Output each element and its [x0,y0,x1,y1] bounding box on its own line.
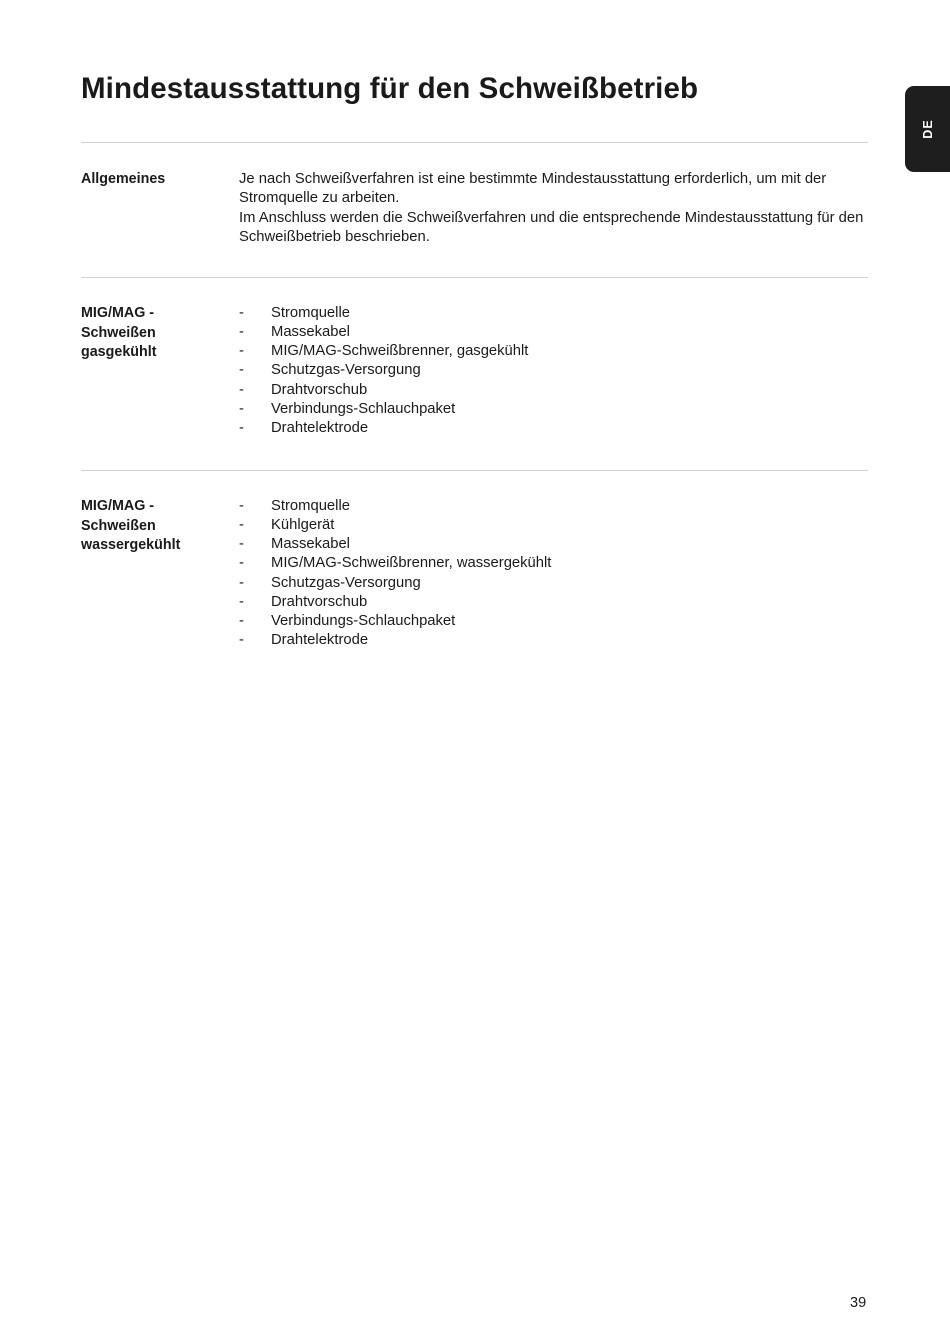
list-item [239,497,551,516]
list-item-text: Verbindungs-Schlauchpaket [271,612,456,629]
list-item [239,631,551,650]
general-description [239,170,871,247]
list-item-text: Drahtelektrode [271,632,369,649]
list-bullet: - [239,612,244,629]
gas-cooled-equipment-list [239,304,528,438]
section-label-line: Schweißen [81,324,156,341]
general-paragraph: Im Anschluss werden die Schweißverfahren und die entsprechende Mindestausstattung für den Schweißbetrieb beschrieben. [239,209,864,245]
list-bullet: - [239,498,244,514]
divider [81,470,868,471]
list-item-text: Schutzgas-Versorgung [271,574,421,591]
list-bullet: - [239,400,244,417]
list-bullet: - [239,324,244,341]
list-item [239,361,528,380]
page-title: Mindestausstattung für den Schweißbetrieb [81,72,699,105]
list-bullet: - [239,419,244,436]
list-bullet: - [239,517,244,534]
list-item [239,419,528,438]
section-label-water-cooled [81,497,231,556]
section-label-line: Schweißen [81,517,156,534]
list-item-text: Massekabel [271,324,350,341]
list-bullet: - [239,555,244,572]
list-bullet: - [239,536,244,553]
list-item-text: Stromquelle [271,305,350,321]
general-paragraph: Je nach Schweißverfahren ist eine bestimmte Mindestausstattung erforderlich, um mit der Stromquelle zu arbeiten. [239,171,827,207]
list-item-text: Schutzgas-Versorgung [271,362,421,379]
list-bullet: - [239,593,244,610]
language-tab [905,86,950,172]
list-item-text: MIG/MAG-Schweißbrenner, gasgekühlt [271,343,529,360]
list-item-text: Verbindungs-Schlauchpaket [271,400,456,417]
list-item [239,574,551,593]
list-item-text: MIG/MAG-Schweißbrenner, wassergekühlt [271,555,552,572]
list-bullet: - [239,574,244,591]
list-item-text: Drahtvorschub [271,593,368,610]
section-label-line: gasgekühlt [81,344,157,360]
section-label-line: MIG/MAG - [81,305,155,321]
list-item [239,593,551,612]
list-item-text: Kühlgerät [271,517,335,534]
list-item [239,516,551,535]
list-item [239,612,551,631]
language-tab-label: DE [920,119,935,139]
list-item [239,323,528,342]
list-item [239,304,528,323]
list-item-text: Drahtvorschub [271,381,368,398]
divider [81,277,868,278]
list-item [239,342,528,361]
list-bullet: - [239,381,244,398]
water-cooled-equipment-list [239,497,551,650]
section-label-gas-cooled [81,304,231,363]
list-item-text: Stromquelle [271,498,350,514]
divider [81,142,868,143]
section-label-line: wassergekühlt [81,537,181,553]
section-label-line: MIG/MAG - [81,498,155,514]
section-label-general [81,170,231,190]
list-item-text: Massekabel [271,536,350,553]
list-bullet: - [239,362,244,379]
list-item [239,400,528,419]
page-number: 39 [850,1295,867,1311]
list-bullet: - [239,343,244,360]
list-item [239,535,551,554]
list-bullet: - [239,632,244,649]
list-item [239,381,528,400]
list-item-text: Drahtelektrode [271,419,369,436]
list-item [239,554,551,573]
list-bullet: - [239,305,244,321]
section-label-line: Allgemeines [81,171,166,187]
